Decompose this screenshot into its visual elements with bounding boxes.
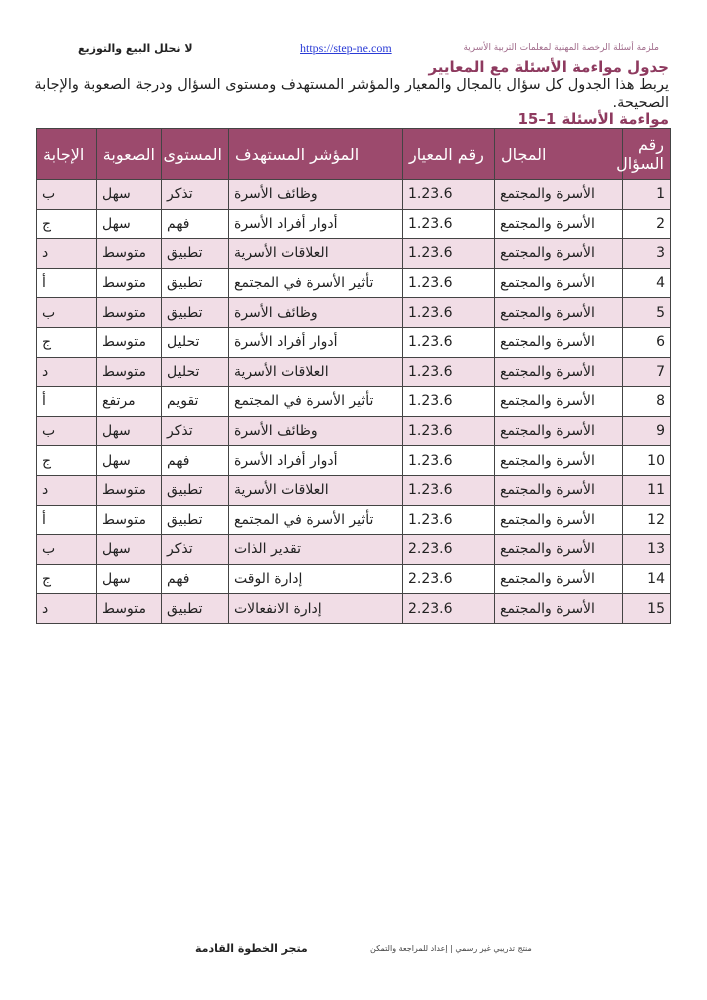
cell-difficulty: سهل <box>97 446 162 476</box>
intro-paragraph: يربط هذا الجدول كل سؤال بالمجال والمعيار والمؤشر المستهدف ومستوى السؤال ودرجة الصعوبة والإجابة الصحيحة. <box>34 77 669 111</box>
header-standard-number: رقم المعيار <box>403 129 495 180</box>
cell-answer: ب <box>37 416 97 446</box>
cell-question-number: 10 <box>623 446 671 476</box>
cell-level: تطبيق <box>162 239 229 269</box>
table-row <box>37 505 671 535</box>
cell-domain: الأسرة والمجتمع <box>495 239 623 269</box>
cell-target-indicator: تأثير الأسرة في المجتمع <box>229 387 403 417</box>
alignment-table <box>36 128 671 624</box>
cell-question-number: 6 <box>623 327 671 357</box>
cell-level: فهم <box>162 209 229 239</box>
cell-answer: أ <box>37 505 97 535</box>
table-row <box>37 327 671 357</box>
cell-level: تذكر <box>162 416 229 446</box>
cell-standard-number: 1.23.6 <box>403 298 495 328</box>
cell-difficulty: متوسط <box>97 594 162 624</box>
cell-answer: ج <box>37 564 97 594</box>
cell-level: تحليل <box>162 327 229 357</box>
section-subtitle: مواءمة الأسئلة 1–15 <box>517 110 669 128</box>
table-row <box>37 180 671 210</box>
cell-question-number: 13 <box>623 535 671 565</box>
cell-standard-number: 1.23.6 <box>403 416 495 446</box>
table-row <box>37 475 671 505</box>
cell-difficulty: سهل <box>97 180 162 210</box>
cell-difficulty: سهل <box>97 564 162 594</box>
header-answer: الإجابة <box>37 129 97 180</box>
cell-question-number: 4 <box>623 268 671 298</box>
header-difficulty: الصعوبة <box>97 129 162 180</box>
table-row <box>37 535 671 565</box>
header-domain: المجال <box>495 129 623 180</box>
cell-difficulty: متوسط <box>97 327 162 357</box>
cell-question-number: 1 <box>623 180 671 210</box>
header-target-indicator: المؤشر المستهدف <box>229 129 403 180</box>
table-row <box>37 298 671 328</box>
cell-standard-number: 2.23.6 <box>403 594 495 624</box>
table-row <box>37 594 671 624</box>
cell-standard-number: 1.23.6 <box>403 327 495 357</box>
cell-domain: الأسرة والمجتمع <box>495 180 623 210</box>
cell-standard-number: 1.23.6 <box>403 239 495 269</box>
cell-domain: الأسرة والمجتمع <box>495 475 623 505</box>
cell-domain: الأسرة والمجتمع <box>495 446 623 476</box>
cell-target-indicator: إدارة الانفعالات <box>229 594 403 624</box>
cell-difficulty: متوسط <box>97 505 162 535</box>
header-notice: لا نحلل البيع والتوزيع <box>78 42 193 55</box>
cell-target-indicator: وظائف الأسرة <box>229 180 403 210</box>
cell-standard-number: 1.23.6 <box>403 446 495 476</box>
cell-standard-number: 1.23.6 <box>403 505 495 535</box>
cell-domain: الأسرة والمجتمع <box>495 416 623 446</box>
footer-store-name: متجر الخطوة القادمة <box>195 942 308 955</box>
cell-standard-number: 1.23.6 <box>403 268 495 298</box>
cell-target-indicator: تأثير الأسرة في المجتمع <box>229 268 403 298</box>
cell-domain: الأسرة والمجتمع <box>495 535 623 565</box>
cell-target-indicator: العلاقات الأسرية <box>229 475 403 505</box>
header-booklet-title: ملزمة أسئلة الرخصة المهنية لمعلمات التربية الأسرية <box>463 43 659 53</box>
cell-domain: الأسرة والمجتمع <box>495 209 623 239</box>
cell-difficulty: سهل <box>97 535 162 565</box>
cell-domain: الأسرة والمجتمع <box>495 387 623 417</box>
cell-answer: د <box>37 594 97 624</box>
cell-domain: الأسرة والمجتمع <box>495 564 623 594</box>
cell-target-indicator: تأثير الأسرة في المجتمع <box>229 505 403 535</box>
cell-answer: د <box>37 357 97 387</box>
cell-level: فهم <box>162 564 229 594</box>
cell-standard-number: 2.23.6 <box>403 564 495 594</box>
cell-domain: الأسرة والمجتمع <box>495 594 623 624</box>
cell-standard-number: 1.23.6 <box>403 180 495 210</box>
cell-target-indicator: أدوار أفراد الأسرة <box>229 209 403 239</box>
cell-difficulty: مرتفع <box>97 387 162 417</box>
table-row <box>37 209 671 239</box>
cell-domain: الأسرة والمجتمع <box>495 298 623 328</box>
cell-target-indicator: أدوار أفراد الأسرة <box>229 446 403 476</box>
table-row <box>37 387 671 417</box>
cell-answer: ج <box>37 446 97 476</box>
cell-level: تطبيق <box>162 298 229 328</box>
table-row <box>37 446 671 476</box>
cell-level: فهم <box>162 446 229 476</box>
cell-domain: الأسرة والمجتمع <box>495 268 623 298</box>
cell-level: تحليل <box>162 357 229 387</box>
cell-answer: د <box>37 239 97 269</box>
cell-target-indicator: العلاقات الأسرية <box>229 357 403 387</box>
cell-difficulty: سهل <box>97 416 162 446</box>
cell-answer: د <box>37 475 97 505</box>
cell-answer: أ <box>37 387 97 417</box>
cell-answer: ج <box>37 209 97 239</box>
cell-question-number: 8 <box>623 387 671 417</box>
footer-disclaimer: منتج تدريبي غير رسمي | إعداد للمراجعة والتمكن <box>370 944 532 953</box>
cell-target-indicator: تقدير الذات <box>229 535 403 565</box>
table-row <box>37 268 671 298</box>
cell-difficulty: متوسط <box>97 475 162 505</box>
cell-level: تقويم <box>162 387 229 417</box>
cell-difficulty: سهل <box>97 209 162 239</box>
table-row <box>37 239 671 269</box>
cell-answer: ب <box>37 535 97 565</box>
cell-question-number: 2 <box>623 209 671 239</box>
cell-standard-number: 2.23.6 <box>403 535 495 565</box>
cell-standard-number: 1.23.6 <box>403 209 495 239</box>
cell-question-number: 11 <box>623 475 671 505</box>
cell-answer: ب <box>37 298 97 328</box>
header-url-link[interactable]: https://step-ne.com <box>300 41 392 55</box>
cell-difficulty: متوسط <box>97 239 162 269</box>
cell-answer: ج <box>37 327 97 357</box>
table-row <box>37 357 671 387</box>
cell-difficulty: متوسط <box>97 357 162 387</box>
cell-target-indicator: العلاقات الأسرية <box>229 239 403 269</box>
header-level: المستوى <box>162 129 229 180</box>
table-header-row <box>37 129 671 180</box>
page-title: جدول مواءمة الأسئلة مع المعايير <box>428 58 669 76</box>
table-row <box>37 416 671 446</box>
cell-difficulty: متوسط <box>97 298 162 328</box>
cell-domain: الأسرة والمجتمع <box>495 357 623 387</box>
cell-question-number: 12 <box>623 505 671 535</box>
cell-level: تطبيق <box>162 268 229 298</box>
cell-question-number: 3 <box>623 239 671 269</box>
cell-level: تذكر <box>162 535 229 565</box>
cell-question-number: 14 <box>623 564 671 594</box>
cell-level: تطبيق <box>162 505 229 535</box>
cell-question-number: 7 <box>623 357 671 387</box>
cell-difficulty: متوسط <box>97 268 162 298</box>
cell-level: تطبيق <box>162 594 229 624</box>
cell-level: تطبيق <box>162 475 229 505</box>
cell-question-number: 15 <box>623 594 671 624</box>
cell-target-indicator: وظائف الأسرة <box>229 416 403 446</box>
cell-target-indicator: إدارة الوقت <box>229 564 403 594</box>
header-question-number: رقم السؤال <box>623 129 671 180</box>
cell-level: تذكر <box>162 180 229 210</box>
cell-question-number: 9 <box>623 416 671 446</box>
cell-standard-number: 1.23.6 <box>403 357 495 387</box>
cell-domain: الأسرة والمجتمع <box>495 505 623 535</box>
cell-standard-number: 1.23.6 <box>403 475 495 505</box>
cell-question-number: 5 <box>623 298 671 328</box>
cell-domain: الأسرة والمجتمع <box>495 327 623 357</box>
cell-answer: أ <box>37 268 97 298</box>
cell-target-indicator: وظائف الأسرة <box>229 298 403 328</box>
cell-target-indicator: أدوار أفراد الأسرة <box>229 327 403 357</box>
cell-answer: ب <box>37 180 97 210</box>
cell-standard-number: 1.23.6 <box>403 387 495 417</box>
page-footer <box>0 942 707 958</box>
table-row <box>37 564 671 594</box>
